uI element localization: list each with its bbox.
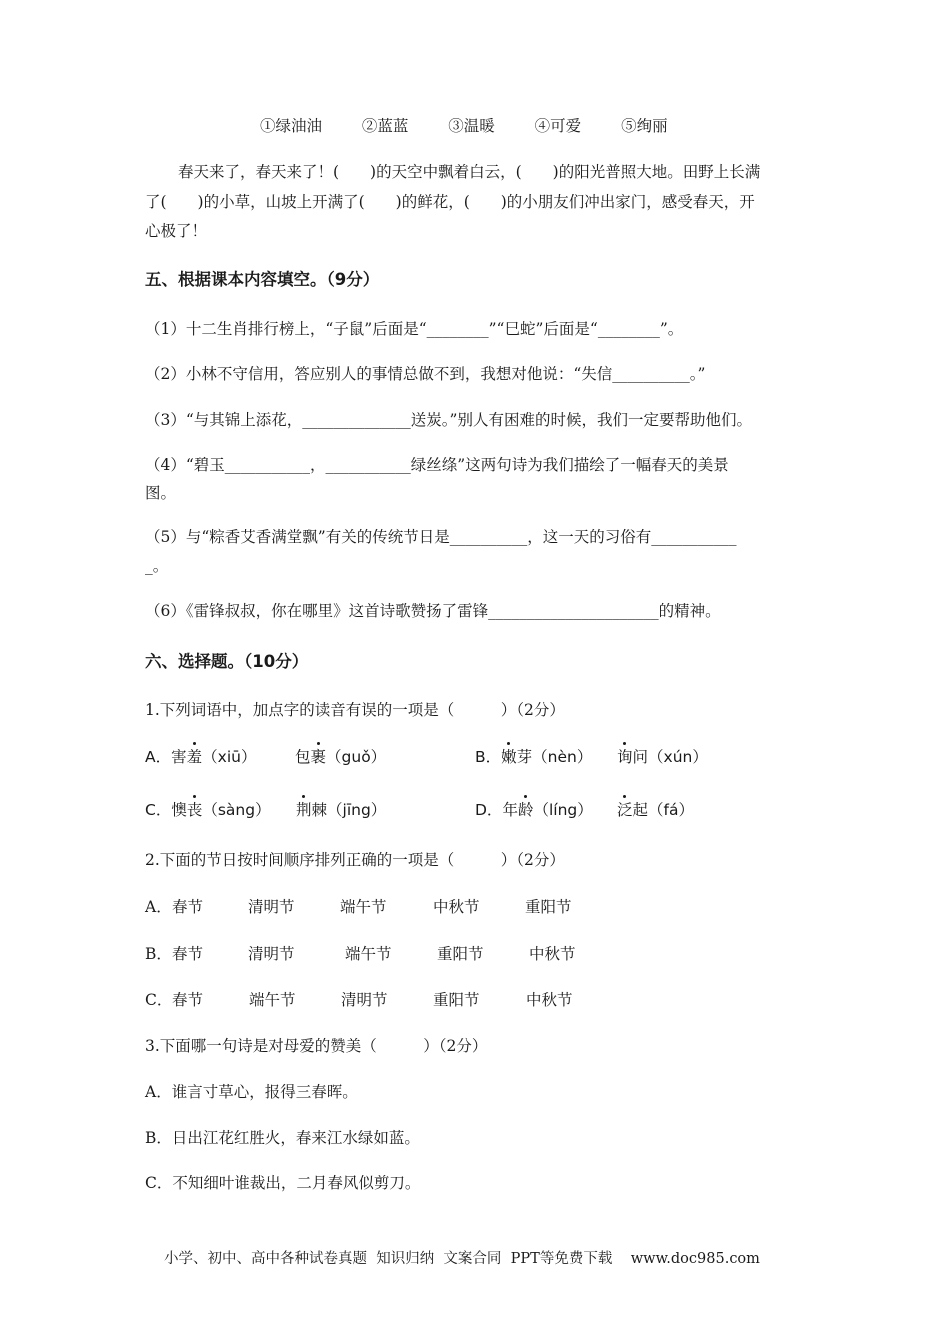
word-bank	[260, 115, 668, 137]
option-d: D．年龄（líng）	[475, 801, 593, 819]
festival-item: 春节	[172, 991, 204, 1009]
option-a: A．害羞（xiū）	[145, 748, 257, 766]
festival-item: 重阳节	[433, 991, 480, 1009]
option-b: B．嫩芽（nèn）	[475, 748, 593, 766]
fill-line: _。	[145, 557, 169, 575]
paragraph-line: 了( )的小草，山坡上开满了( )的鲜花，( )的小朋友们冲出家门，感受春天，开	[145, 193, 755, 211]
festival-item: 中秋节	[526, 991, 573, 1009]
option-d-word2: 泛起（fá）	[617, 801, 694, 819]
festival-item: 春节	[172, 945, 204, 963]
word-option: ④可爱	[534, 117, 582, 135]
footer-text: 小学、初中、高中各种试卷真题 知识归纳 文案合同 PPT等免费下载 www.doc985.com	[164, 1251, 760, 1267]
dotted-char: 裹	[310, 748, 327, 766]
festival-item: 清明节	[341, 991, 388, 1009]
dotted-char: 龄	[517, 801, 534, 819]
question-stem: 2.下面的节日按时间顺序排列正确的一项是（ ）（2分）	[145, 851, 565, 869]
fill-line: （1）十二生肖排行榜上，“子鼠”后面是“________”“巳蛇”后面是“________”。	[145, 320, 684, 338]
option-label: A．	[145, 898, 172, 916]
festival-item: 中秋节	[433, 898, 480, 916]
festival-item: 中秋节	[529, 945, 576, 963]
section-title: 六、选择题。（10分）	[145, 652, 309, 671]
dotted-char: 泛	[617, 801, 633, 819]
word-option: ②蓝蓝	[361, 117, 409, 135]
festival-item: 端午节	[345, 945, 392, 963]
option-label: C．	[145, 991, 173, 1009]
dotted-char: 丧	[186, 801, 203, 819]
option-a-word2: 包裹（guǒ）	[295, 748, 387, 766]
paragraph-line: 春天来了，春天来了！( )的天空中飘着白云，( )的阳光普照大地。田野上长满	[178, 163, 761, 181]
option-line: A．谁言寸草心，报得三春晖。	[145, 1083, 358, 1101]
fill-line: 图。	[145, 484, 177, 502]
fill-line: （6）《雷锋叔叔，你在哪里》这首诗歌赞扬了雷锋______________________的精神。	[145, 602, 721, 620]
section-title: 五、根据课本内容填空。（9分）	[145, 270, 380, 289]
option-label: B．	[145, 945, 172, 963]
option-c-word2: 荆棘（jīng）	[296, 801, 387, 819]
question-stem: 3.下面哪一句诗是对母爱的赞美（ ）（2分）	[145, 1037, 488, 1055]
option-c: C．懊丧（sàng）	[145, 801, 271, 819]
festival-item: 端午节	[249, 991, 296, 1009]
festival-item: 清明节	[248, 945, 295, 963]
fill-line: （2）小林不守信用，答应别人的事情总做不到，我想对他说：“失信__________。”	[145, 365, 706, 383]
fill-line: （4）“碧玉___________，___________绿丝绦”这两句诗为我们描绘了一幅春天的美景	[145, 456, 729, 474]
word-option: ⑤绚丽	[621, 117, 668, 135]
word-option: ①绿油油	[260, 117, 323, 135]
paragraph-line: 心极了！	[145, 222, 208, 240]
question-stem: 1.下列词语中，加点字的读音有误的一项是（ ）（2分）	[145, 701, 565, 719]
dotted-char: 询	[617, 748, 633, 766]
festival-item: 重阳节	[525, 898, 572, 916]
festival-item: 重阳节	[437, 945, 484, 963]
fill-line: （5）与“粽香艾香满堂飘”有关的传统节日是__________，这一天的习俗有___________	[145, 528, 737, 546]
dotted-char: 羞	[186, 748, 203, 766]
festival-item: 春节	[172, 898, 204, 916]
option-b-word2: 询问（xún）	[617, 748, 708, 766]
festival-item: 清明节	[248, 898, 295, 916]
dotted-char: 荆	[296, 801, 312, 819]
word-option: ③温暖	[448, 117, 495, 135]
festival-item: 端午节	[340, 898, 387, 916]
option-line: B．日出江花红胜火，春来江水绿如蓝。	[145, 1129, 420, 1147]
option-line: C．不知细叶谁裁出，二月春风似剪刀。	[145, 1174, 421, 1192]
dotted-char: 嫩	[501, 748, 517, 766]
fill-line: （3）“与其锦上添花，______________送炭。”别人有困难的时候，我们一定要帮助他们。	[145, 411, 752, 429]
